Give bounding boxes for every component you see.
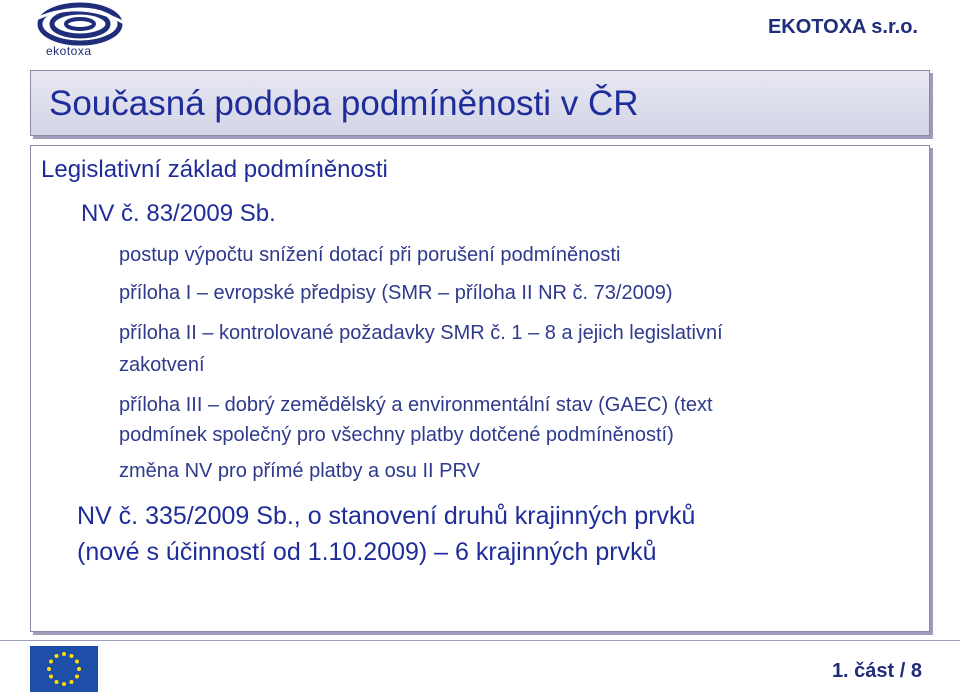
sub-line-1: postup výpočtu snížení dotací při porušení podmíněnosti <box>119 244 621 266</box>
eu-star-icon <box>49 675 53 679</box>
sub-line-2: příloha I – evropské předpisy (SMR – příloha II NR č. 73/2009) <box>119 282 673 304</box>
eu-star-icon <box>55 680 59 684</box>
eu-star-icon <box>62 682 66 686</box>
heading-line: Legislativní základ podmíněnosti <box>41 156 388 183</box>
eu-star-icon <box>62 652 66 656</box>
sub-line-4b: podmínek společný pro všechny platby dotčené podmíněností) <box>119 424 674 446</box>
eu-flag-icon <box>30 646 98 692</box>
eu-star-icon <box>75 660 79 664</box>
nv-335-line-a: NV č. 335/2009 Sb., o stanovení druhů krajinných prvků <box>77 502 696 530</box>
nv-83-line: NV č. 83/2009 Sb. <box>81 200 276 227</box>
title-bar <box>30 70 930 136</box>
company-name: EKOTOXA s.r.o. <box>767 16 918 38</box>
sub-line-3b: zakotvení <box>119 354 205 376</box>
eu-star-icon <box>55 654 59 658</box>
eu-star-icon <box>49 660 53 664</box>
eu-star-icon <box>47 667 51 671</box>
page-number: 1. část / 8 <box>831 660 922 682</box>
eu-star-icon <box>70 654 74 658</box>
eu-star-icon <box>77 667 81 671</box>
eu-star-icon <box>75 675 79 679</box>
eu-star-icon <box>70 680 74 684</box>
sub-line-3a: příloha II – kontrolované požadavky SMR č. 1 – 8 a jejich legislativní <box>119 322 723 344</box>
sub-line-4a: příloha III – dobrý zemědělský a environmentální stav (GAEC) (text <box>119 394 713 416</box>
logo-text: ekotoxa <box>46 44 92 58</box>
content-box <box>30 145 930 632</box>
footer-divider <box>0 640 960 641</box>
slide-title: Současná podoba podmíněnosti v ČR <box>49 84 639 123</box>
sub-line-5: změna NV pro přímé platby a osu II PRV <box>119 460 480 482</box>
nv-335-line-b: (nové s účinností od 1.10.2009) – 6 krajinných prvků <box>77 538 657 566</box>
